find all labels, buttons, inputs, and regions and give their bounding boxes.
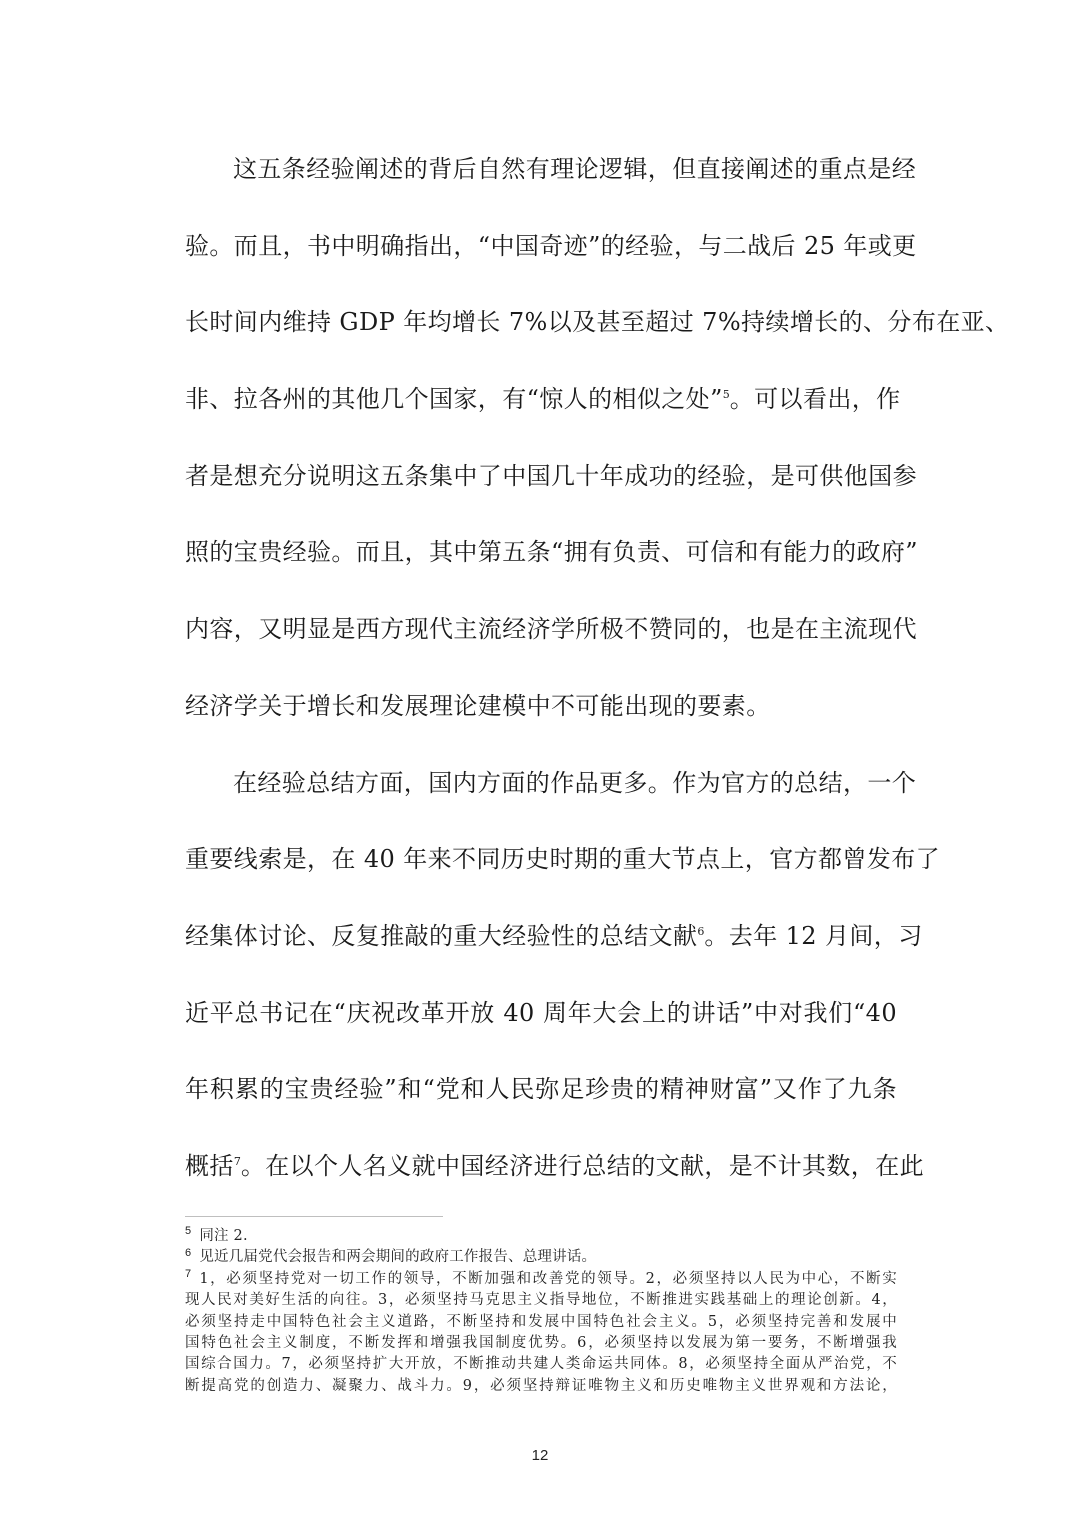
- paragraph-1-line-6: 照的宝贵经验。而且，其中第五条“拥有负责、可信和有能力的政府”: [185, 538, 918, 567]
- paragraph-2-line-5: 年积累的宝贵经验”和“党和人民弥足珍贵的精神财富”又作了九条: [185, 1075, 897, 1104]
- footnote-separator: [185, 1216, 443, 1217]
- paragraph-1-line-4-text-a: 非、拉各州的其他几个国家，有“惊人的相似之处”: [185, 385, 723, 414]
- footnote-7-mark: 7: [185, 1267, 192, 1280]
- paragraph-1-line-4-text-b: 。可以看出，作: [729, 385, 901, 414]
- footnote-6: [185, 1247, 897, 1268]
- paragraph-1-line-8: 经济学关于增长和发展理论建模中不可能出现的要素。: [185, 691, 771, 720]
- paragraph-2-line-4: 近平总书记在“庆祝改革开放 40 周年大会上的讲话”中对我们“40: [185, 998, 897, 1027]
- paragraph-2-line-3: [185, 912, 923, 989]
- footnote-ref-6[interactable]: 6: [697, 924, 705, 938]
- footnote-ref-5[interactable]: 5: [722, 388, 730, 402]
- paragraph-1-line-7: 内容，又明显是西方现代主流经济学所极不赞同的，也是在主流现代: [185, 615, 917, 644]
- footnote-6-text: 见近几届党代会报告和两会期间的政府工作报告、总理讲话。: [199, 1249, 597, 1266]
- footnote-7-line-4: 国特色社会主义制度，不断发挥和增强我国制度优势。6，必须坚持以发展为第一要务，不断增强我: [185, 1334, 897, 1351]
- footnote-5-mark: 5: [185, 1225, 192, 1238]
- paragraph-2-line-3-text-b: 。去年 12 月间，习: [704, 921, 923, 950]
- footnote-5-text: 同注 2.: [199, 1228, 248, 1244]
- paragraph-2-line-6-text-b: 。在以个人名义就中国经济进行总结的文献，是不计其数，在此: [240, 1151, 925, 1180]
- paragraph-2-line-1: 在经验总结方面，国内方面的作品更多。作为官方的总结，一个: [233, 768, 917, 797]
- footnote-7-line-5: 国综合国力。7，必须坚持扩大开放，不断推动共建人类命运共同体。8，必须坚持全面从严治党，不: [185, 1356, 897, 1373]
- footnote-7-line-6: 断提高党的创造力、凝聚力、战斗力。9，必须坚持辩证唯物主义和历史唯物主义世界观和方法论，: [185, 1377, 897, 1394]
- paragraph-1-line-2: 验。而且，书中明确指出，“中国奇迹”的经验，与二战后 25 年或更: [185, 231, 917, 260]
- paragraph-2-line-6: [185, 1142, 925, 1219]
- paragraph-2-line-2: 重要线索是，在 40 年来不同历史时期的重大节点上，官方都曾发布了: [185, 845, 940, 874]
- footnote-6-mark: 6: [185, 1246, 192, 1259]
- paragraph-2-line-3-text-a: 经集体讨论、反复推敲的重大经验性的总结文献: [185, 921, 698, 950]
- footnote-7-text-1: 1，必须坚持党对一切工作的领导，不断加强和改善党的领导。2，必须坚持以人民为中心，不断实: [199, 1270, 897, 1287]
- footnote-7-line-1: [185, 1269, 897, 1290]
- body-text: [185, 145, 1010, 1219]
- paragraph-1-line-1: 这五条经验阐述的背后自然有理论逻辑，但直接阐述的重点是经: [233, 155, 917, 183]
- paragraph-1-line-3: 长时间内维持 GDP 年均增长 7%以及甚至超过 7%持续增长的、分布在亚、: [185, 308, 1010, 337]
- footnote-7-line-3: 必须坚持走中国特色社会主义道路，不断坚持和发展中国特色社会主义。5，必须坚持完善和发展中: [185, 1313, 897, 1330]
- footnote-ref-7[interactable]: 7: [233, 1154, 241, 1168]
- footnote-7-line-2: 现人民对美好生活的向往。3，必须坚持马克思主义指导地位，不断推进实践基础上的理论创新。4，: [185, 1292, 897, 1309]
- paragraph-1-line-5: 者是想充分说明这五条集中了中国几十年成功的经验，是可供他国参: [185, 461, 917, 490]
- paragraph-1-line-4: [185, 375, 901, 452]
- paragraph-2-line-6-text-a: 概括: [185, 1151, 234, 1180]
- footnote-5: [185, 1226, 897, 1247]
- footnotes: [185, 1226, 897, 1397]
- page-number: 12: [531, 1447, 549, 1464]
